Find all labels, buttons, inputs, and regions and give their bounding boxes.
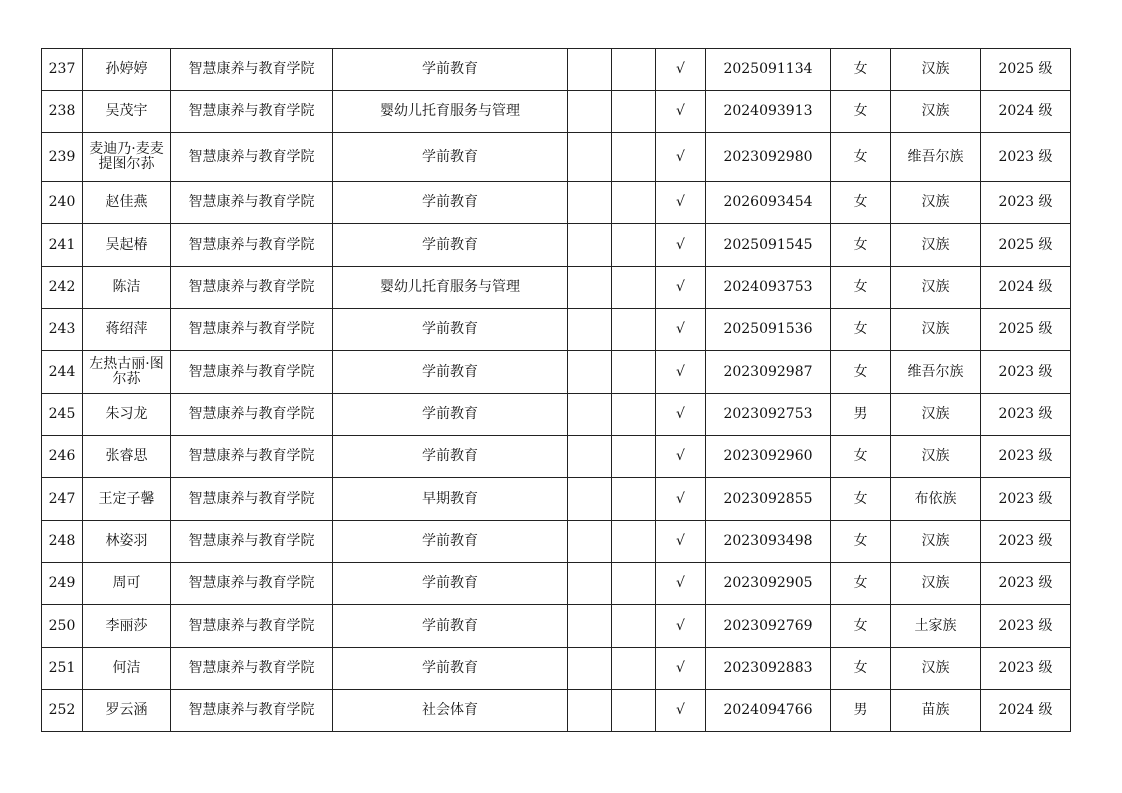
grade-year: 2024 级 [981,267,1071,309]
ethnicity: 汉族 [891,49,981,91]
student-id: 2024094766 [706,690,831,732]
check-mark: √ [656,436,706,478]
table-row [42,309,1071,351]
row-number: 248 [42,521,83,563]
gender: 男 [831,690,891,732]
check-mark: √ [656,91,706,133]
table-row [42,690,1071,732]
ethnicity: 汉族 [891,521,981,563]
student-id: 2023092855 [706,478,831,521]
gender: 女 [831,309,891,351]
major-name: 学前教育 [333,224,568,267]
ethnicity: 苗族 [891,690,981,732]
major-name: 学前教育 [333,521,568,563]
student-id: 2025091134 [706,49,831,91]
grade-year: 2024 级 [981,690,1071,732]
blank-column-1 [568,133,612,182]
blank-column-2 [612,690,656,732]
blank-column-2 [612,648,656,690]
check-mark: √ [656,182,706,224]
blank-column-2 [612,563,656,605]
student-name: 朱习龙 [83,394,171,436]
student-name: 左热古丽·图尔荪 [83,351,171,394]
check-mark: √ [656,478,706,521]
gender: 女 [831,605,891,648]
major-name: 社会体育 [333,690,568,732]
student-name: 周可 [83,563,171,605]
table-row [42,267,1071,309]
ethnicity: 汉族 [891,267,981,309]
check-mark: √ [656,267,706,309]
student-id: 2023092753 [706,394,831,436]
major-name: 学前教育 [333,648,568,690]
row-number: 243 [42,309,83,351]
grade-year: 2023 级 [981,605,1071,648]
blank-column-1 [568,648,612,690]
student-id: 2023092905 [706,563,831,605]
student-id: 2023093498 [706,521,831,563]
blank-column-1 [568,605,612,648]
grade-year: 2023 级 [981,133,1071,182]
college-name: 智慧康养与教育学院 [171,690,333,732]
gender: 女 [831,436,891,478]
blank-column-1 [568,91,612,133]
major-name: 学前教育 [333,182,568,224]
row-number: 250 [42,605,83,648]
row-number: 241 [42,224,83,267]
table-row [42,605,1071,648]
row-number: 237 [42,49,83,91]
college-name: 智慧康养与教育学院 [171,521,333,563]
major-name: 婴幼儿托育服务与管理 [333,267,568,309]
blank-column-2 [612,309,656,351]
student-name: 张睿思 [83,436,171,478]
major-name: 学前教育 [333,436,568,478]
gender: 女 [831,133,891,182]
row-number: 240 [42,182,83,224]
grade-year: 2023 级 [981,394,1071,436]
blank-column-1 [568,267,612,309]
student-name: 林姿羽 [83,521,171,563]
row-number: 242 [42,267,83,309]
blank-column-1 [568,690,612,732]
table-row [42,133,1071,182]
ethnicity: 汉族 [891,182,981,224]
major-name: 学前教育 [333,309,568,351]
table-row [42,224,1071,267]
grade-year: 2024 级 [981,91,1071,133]
roster-body [42,49,1071,732]
student-name: 陈洁 [83,267,171,309]
blank-column-2 [612,521,656,563]
student-name: 何洁 [83,648,171,690]
student-name: 王定子馨 [83,478,171,521]
blank-column-2 [612,436,656,478]
row-number: 252 [42,690,83,732]
college-name: 智慧康养与教育学院 [171,182,333,224]
major-name: 早期教育 [333,478,568,521]
ethnicity: 汉族 [891,224,981,267]
student-id: 2024093913 [706,91,831,133]
blank-column-2 [612,91,656,133]
blank-column-1 [568,478,612,521]
ethnicity: 布依族 [891,478,981,521]
student-name: 赵佳燕 [83,182,171,224]
student-id: 2023092960 [706,436,831,478]
student-name: 李丽莎 [83,605,171,648]
gender: 女 [831,49,891,91]
student-id: 2024093753 [706,267,831,309]
college-name: 智慧康养与教育学院 [171,309,333,351]
blank-column-1 [568,351,612,394]
blank-column-1 [568,521,612,563]
ethnicity: 维吾尔族 [891,133,981,182]
grade-year: 2025 级 [981,49,1071,91]
major-name: 学前教育 [333,351,568,394]
blank-column-2 [612,605,656,648]
blank-column-2 [612,351,656,394]
blank-column-1 [568,563,612,605]
gender: 女 [831,91,891,133]
blank-column-2 [612,182,656,224]
row-number: 244 [42,351,83,394]
college-name: 智慧康养与教育学院 [171,224,333,267]
row-number: 245 [42,394,83,436]
student-name: 罗云涵 [83,690,171,732]
gender: 女 [831,224,891,267]
ethnicity: 汉族 [891,91,981,133]
student-id: 2025091545 [706,224,831,267]
grade-year: 2025 级 [981,309,1071,351]
table-row [42,91,1071,133]
gender: 男 [831,394,891,436]
college-name: 智慧康养与教育学院 [171,605,333,648]
major-name: 学前教育 [333,563,568,605]
row-number: 251 [42,648,83,690]
gender: 女 [831,648,891,690]
student-name: 吴起椿 [83,224,171,267]
student-name: 吴茂宇 [83,91,171,133]
college-name: 智慧康养与教育学院 [171,436,333,478]
gender: 女 [831,521,891,563]
college-name: 智慧康养与教育学院 [171,351,333,394]
grade-year: 2023 级 [981,648,1071,690]
college-name: 智慧康养与教育学院 [171,394,333,436]
gender: 女 [831,351,891,394]
table-row [42,182,1071,224]
college-name: 智慧康养与教育学院 [171,648,333,690]
row-number: 246 [42,436,83,478]
check-mark: √ [656,351,706,394]
check-mark: √ [656,605,706,648]
college-name: 智慧康养与教育学院 [171,133,333,182]
student-id: 2023092769 [706,605,831,648]
blank-column-2 [612,267,656,309]
blank-column-1 [568,436,612,478]
row-number: 239 [42,133,83,182]
ethnicity: 土家族 [891,605,981,648]
blank-column-2 [612,49,656,91]
student-name: 蒋绍萍 [83,309,171,351]
table-row [42,436,1071,478]
student-id: 2023092883 [706,648,831,690]
row-number: 247 [42,478,83,521]
college-name: 智慧康养与教育学院 [171,91,333,133]
blank-column-2 [612,133,656,182]
ethnicity: 汉族 [891,394,981,436]
check-mark: √ [656,563,706,605]
student-id: 2025091536 [706,309,831,351]
check-mark: √ [656,309,706,351]
row-number: 238 [42,91,83,133]
grade-year: 2023 级 [981,478,1071,521]
blank-column-1 [568,309,612,351]
ethnicity: 汉族 [891,648,981,690]
blank-column-1 [568,394,612,436]
grade-year: 2023 级 [981,563,1071,605]
check-mark: √ [656,648,706,690]
row-number: 249 [42,563,83,605]
table-row [42,394,1071,436]
table-row [42,478,1071,521]
major-name: 学前教育 [333,605,568,648]
blank-column-1 [568,49,612,91]
student-name: 麦迪乃·麦麦提图尔荪 [83,133,171,182]
college-name: 智慧康养与教育学院 [171,267,333,309]
grade-year: 2023 级 [981,182,1071,224]
blank-column-2 [612,394,656,436]
major-name: 学前教育 [333,133,568,182]
student-id: 2023092980 [706,133,831,182]
gender: 女 [831,478,891,521]
student-roster-table [41,48,1071,732]
major-name: 婴幼儿托育服务与管理 [333,91,568,133]
college-name: 智慧康养与教育学院 [171,49,333,91]
student-id: 2026093454 [706,182,831,224]
grade-year: 2025 级 [981,224,1071,267]
major-name: 学前教育 [333,49,568,91]
gender: 女 [831,267,891,309]
major-name: 学前教育 [333,394,568,436]
table-row [42,49,1071,91]
blank-column-2 [612,224,656,267]
check-mark: √ [656,690,706,732]
blank-column-2 [612,478,656,521]
check-mark: √ [656,224,706,267]
student-name: 孙婷婷 [83,49,171,91]
ethnicity: 汉族 [891,309,981,351]
blank-column-1 [568,224,612,267]
check-mark: √ [656,394,706,436]
check-mark: √ [656,49,706,91]
college-name: 智慧康养与教育学院 [171,563,333,605]
ethnicity: 维吾尔族 [891,351,981,394]
grade-year: 2023 级 [981,351,1071,394]
table-row [42,648,1071,690]
check-mark: √ [656,521,706,563]
check-mark: √ [656,133,706,182]
ethnicity: 汉族 [891,563,981,605]
gender: 女 [831,182,891,224]
grade-year: 2023 级 [981,521,1071,563]
college-name: 智慧康养与教育学院 [171,478,333,521]
blank-column-1 [568,182,612,224]
student-id: 2023092987 [706,351,831,394]
ethnicity: 汉族 [891,436,981,478]
table-row [42,563,1071,605]
gender: 女 [831,563,891,605]
table-row [42,351,1071,394]
table-row [42,521,1071,563]
grade-year: 2023 级 [981,436,1071,478]
